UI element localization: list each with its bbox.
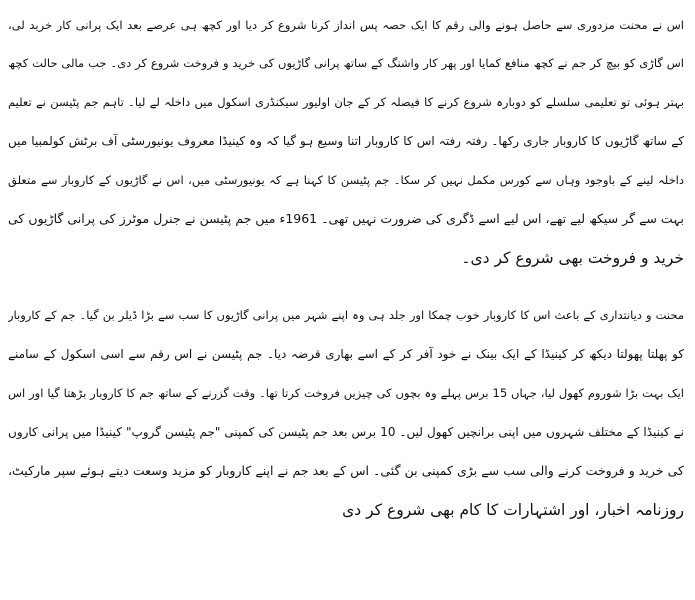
paragraph-1-line-3: بہتر ہوئی تو تعلیمی سلسلے کو دوبارہ شروع کرنے کا فیصلہ کر کے جان اولیور سیکنڈری اسکول میں داخلہ لے لیا۔ تاہم جم پٹیسن نے تعلیم — [8, 95, 684, 109]
paragraph-1-line-7: خرید و فروخت بھی شروع کر دی۔ — [461, 249, 684, 267]
paragraph-2-line-3: ایک بہت بڑا شوروم کھول لیا، جہاں 15 برس پہلے وہ بچوں کی چیزیں فروخت کرتا تھا۔ وقت گزرنے کے ساتھ جم کا کاروبار بڑھتا گیا اور اس — [8, 386, 684, 400]
paragraph-1-line-2: اس گاڑی کو بیچ کر جم نے کچھ منافع کمایا اور پھر کار واشنگ کے ساتھ پرانی گاڑیوں کی خرید و فروخت شروع کر دی۔ جب مالی حالت کچھ — [8, 56, 684, 70]
paragraph-2-line-5: کی خرید و فروخت کرنے والی سب سے بڑی کمپنی بن گئی۔ اس کے بعد جم نے اپنے کاروبار کو مزید وسعت دیتے ہوئے سپر مارکیٹ، — [8, 463, 684, 478]
document-page — [8, 8, 684, 592]
paragraph-2-line-4: نے کینیڈا کے مختلف شہروں میں اپنی برانچیں کھول لیں۔ 10 برس بعد جم پٹیسن کی کمپنی "جم پٹیسن گروپ" کینیڈا میں پرانی کاروں — [8, 425, 684, 439]
paragraph-2-line-6: روزنامہ اخبار، اور اشتہارات کا کام بھی شروع کر دی — [342, 501, 684, 519]
paragraph-2-line-1: محنت و دیانتداری کے باعث اس کا کاروبار خوب چمکا اور جلد ہی وہ اپنے شہر میں پرانی گاڑیوں کا سب سے بڑا ڈیلر بن گیا۔ جم کے کاروبار — [8, 308, 684, 322]
paragraph-1-line-1: اس نے محنت مزدوری سے حاصل ہونے والی رقم کا ایک حصہ پس انداز کرنا شروع کر دیا اور کچھ ہی عرصے بعد ایک پرانی کار خرید لی، — [8, 18, 684, 32]
paragraph-1-line-5: داخلہ لینے کے باوجود وہاں سے کورس مکمل نہیں کر سکا۔ جم پٹیسن کا کہنا ہے کہ یونیورسٹی میں، اس نے گاڑیوں کے کاروبار سے متعلق — [8, 173, 684, 187]
paragraph-2-line-2: کو پھلتا پھولتا دیکھ کر کینیڈا کے ایک بینک نے خود آفر کر کے اسے بھاری قرضہ دیا۔ جم پٹیسن نے اس رقم سے اسی اسکول کے سامنے — [8, 347, 684, 361]
paragraph-1-line-4: کے ساتھ گاڑیوں کا کاروبار جاری رکھا۔ رفتہ رفتہ اس کا کاروبار اتنا وسیع ہو گیا کہ وہ کینیڈا معروف یونیورسٹی آف برٹش کولمبیا میں — [8, 134, 684, 148]
paragraph-1-line-6: بہت سے گر سیکھ لیے تھے، اس لیے اسے ڈگری کی ضرورت نہیں تھی۔ 1961ء میں جم پٹیسن نے جنرل موٹرز کی پرانی گاڑیوں کی — [8, 211, 684, 226]
